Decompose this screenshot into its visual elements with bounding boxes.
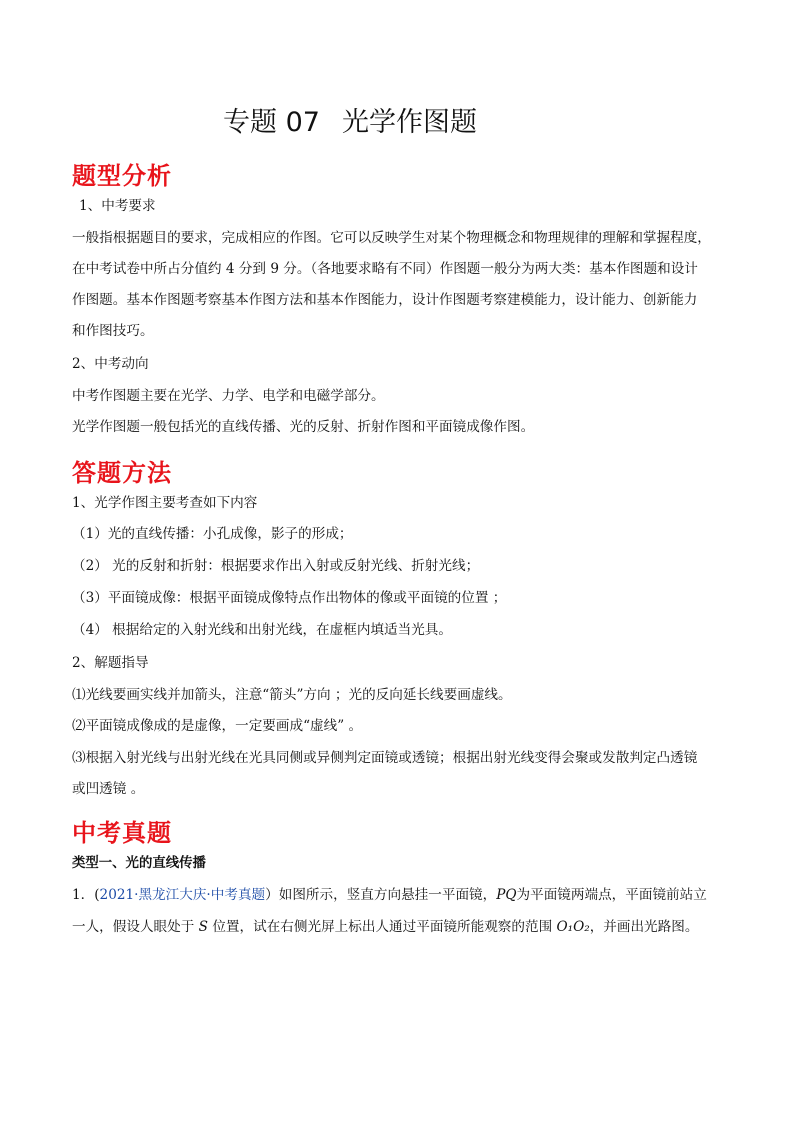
question-text: ）如图所示，竖直方向悬挂一平面镜， [265, 887, 497, 903]
guide-tip: 或凹透镜 。 [72, 781, 145, 797]
guide-tip: ⑶根据入射光线与出射光线在光具同侧或异侧判定面镜或透镜；根据出射光线变得会聚或发散判定凸透镜 [72, 750, 698, 766]
question-text: ，并画出光路图。 [589, 919, 699, 935]
section-heading-real-exams: 中考真题 [72, 819, 172, 847]
requirement-line: 一般指根据题目的要求，完成相应的作图。它可以反映学生对某个物理概念和物理规律的理解和掌握程度， [72, 230, 711, 246]
mirror-endpoints-label: PQ [496, 887, 517, 903]
title-number: 专题 07 [223, 107, 320, 138]
eye-position-label: S [198, 919, 208, 935]
requirement-line: 和作图技巧。 [72, 323, 154, 339]
method-item: （1）光的直线传播：小孔成像，影子的形成； [72, 526, 353, 542]
question-text: 位置，试在右侧光屏上标出人通过平面镜所能观察的范围 [208, 919, 557, 935]
method-heading: 1、光学作图主要考查如下内容 [72, 495, 258, 511]
method-item: （3）平面镜成像：根据平面镜成像特点作出物体的像或平面镜的位置 ； [72, 590, 507, 606]
range-label: O₁O₂ [556, 919, 590, 935]
method-item: （2） 光的反射和折射：根据要求作出入射或反射光线、折射光线； [72, 558, 480, 574]
guide-heading: 2、解题指导 [72, 655, 149, 671]
question-text: 一人，假设人眼处于 [72, 919, 199, 935]
question-1-line-1 [72, 886, 707, 904]
guide-tip: ⑴光线要画实线并加箭头，注意“箭头”方向 ；光的反向延长线要画虚线。 [72, 687, 512, 703]
section-heading-analysis: 题型分析 [72, 162, 172, 190]
title-topic: 光学作图题 [341, 107, 477, 138]
question-text: 为平面镜两端点，平面镜前站立 [516, 887, 707, 903]
requirement-heading: 1、中考要求 [79, 198, 156, 214]
question-type-heading: 类型一、光的直线传播 [72, 856, 206, 871]
guide-tip: ⑵平面镜成像成的是虚像，一定要画成“虚线” 。 [72, 718, 363, 734]
question-source: 2021·黑龙江大庆·中考真题 [99, 887, 266, 903]
page-title [0, 100, 700, 139]
trend-heading: 2、中考动向 [72, 356, 149, 372]
requirement-line: 作图题。基本作图题考察基本作图方法和基本作图能力，设计作图题考察建模能力，设计能力、创新能力 [72, 292, 698, 308]
method-item: （4） 根据给定的入射光线和出射光线，在虚框内填适当光具。 [72, 622, 452, 638]
question-1-line-2 [72, 918, 698, 936]
section-heading-method: 答题方法 [72, 459, 172, 487]
trend-line: 光学作图题一般包括光的直线传播、光的反射、折射作图和平面镜成像作图。 [72, 419, 535, 435]
requirement-line: 在中考试卷中所占分值约 4 分到 9 分。（各地要求略有不同）作图题一般分为两大类：基本作图题和设计 [72, 261, 698, 277]
question-number: 1．( [72, 887, 100, 903]
trend-line: 中考作图题主要在光学、力学、电学和电磁学部分。 [72, 388, 385, 404]
